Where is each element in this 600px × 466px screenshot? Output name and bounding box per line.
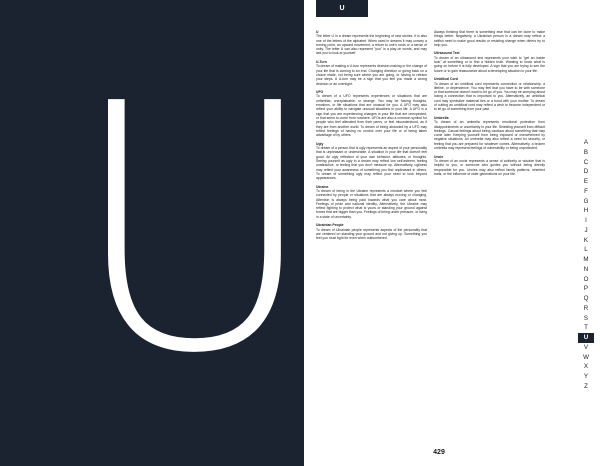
alphabet-letter-b: B (583, 148, 589, 156)
alphabet-letter-v: V (583, 343, 589, 351)
alphabet-letter-m: M (583, 256, 589, 263)
entry-body: To dream of being in the Ukraine represents a mindset where you feel connected by people or situations that are always moving or changing. Attention is always being paid towards what you care about most. Feelings of pride and national identity. Alternatively, the Ukraine may reflect fighting to protect what is yours or standing your ground against forces that are bigger than you. Feelings of being under pressure, or living in a state of uncertainty. (316, 188, 427, 219)
entry-title: Uncle (434, 154, 444, 159)
entry-body: To dream of making a U-turn represents decision-making or the change of your life that is coming to an end. Changing direction or going back on a choice made, not being sure where you are going, or having to retrace your steps. A U-turn may be a sign that you feel you made a wrong decision or an oversight. (316, 64, 427, 86)
alphabet-letter-a: A (583, 139, 589, 146)
alphabet-letter-s: S (583, 314, 589, 322)
text-column-1 (316, 30, 427, 455)
alphabet-letter-j: J (584, 226, 588, 234)
alphabet-letter-g: G (583, 197, 589, 205)
text-column-2 (434, 30, 545, 455)
alphabet-letter-x: X (583, 363, 589, 371)
entry-title: Ultrasound Test (434, 51, 460, 56)
dictionary-entry (316, 60, 427, 86)
dictionary-entry (434, 30, 545, 47)
entry-body: To dream of an ultrasound test represents your wish to "get an inside look" at something or to find a hidden truth. Wanting to know what is going on before it is fully developed. A sign that you are trying to see the future or to gain reassurance about a developing situation in your life. (434, 55, 545, 73)
alphabet-letter-k: K (583, 236, 589, 244)
entry-title: Ukrainian People (316, 223, 344, 228)
dictionary-entry (316, 223, 427, 240)
entry-title: UFO (316, 90, 324, 95)
entry-title: Umbrella (434, 115, 449, 120)
entry-body: Always thinking that there is something else that can be done to make things better. Negatively, a Ukrainian person in a dream may reflect a selfish need to make good results or resisting change when others try to help you. (434, 30, 545, 47)
entry-title: Ugly (316, 141, 324, 146)
entry-body: To dream of a UFO represents experiences or situations that are unfamiliar, unexplainable, or strange. You may be having thoughts, emotions, or life situations that are unusual for you. A UFO may also reflect your ability to navigate unusual situations in your life. A UFO is a sign that you are experiencing changes in your life that are unexpected, or that seem to come from nowhere. UFOs are also a common symbol for people who feel alienated from their peers, or feel misunderstood, as if they are from another world. To dream of being abducted by a UFO may reflect feelings of having no control over your life or of being taken advantage of by others. (316, 94, 427, 138)
page-number: 429 (433, 449, 445, 456)
dictionary-entry (434, 77, 545, 111)
alphabet-letter-h: H (583, 207, 589, 215)
dictionary-entry (316, 185, 427, 219)
alphabet-letter-c: C (583, 158, 589, 166)
entry-title: Ukraine (316, 184, 329, 189)
big-letter: U (70, 32, 315, 428)
alphabet-letter-n: N (583, 265, 589, 273)
alphabet-letter-t: T (584, 324, 588, 332)
entry-title: U (316, 30, 319, 34)
alphabet-letter-y: Y (583, 373, 589, 380)
alphabet-letter-l: L (584, 246, 588, 254)
dictionary-entry (434, 116, 545, 150)
entry-body: To dream of an umbilical cord represents connection or relationship, a lifeline, or dependence. You may feel that you have to be with someone or that someone doesn't want to let go of you. You may be worrying about losing a connection that is important to you. Alternatively, an umbilical cord may symbolize maternal ties or a bond with your mother. To dream of cutting an umbilical cord may reflect a wish to become independent or to let go of something from your past. (434, 81, 545, 112)
dictionary-entry (434, 51, 545, 72)
header-tab: U (316, 0, 368, 17)
entry-body: The letter U in a dream represents the beginning of new stories. It is also one of the letters of the alphabet. When used in dreams it may convey a turning point, an upward movement, a return to one's roots or a sense of unity. The letter U can also represent "you" in a play on words, and may ask you to look at yourself. (316, 34, 427, 56)
alphabet-letter-z: Z (584, 382, 588, 390)
alphabet-letter-q: Q (583, 295, 589, 302)
entry-body: To dream of an uncle represents a sense of authority or wisdom that is helpful to you, or someone who guides you without being directly responsible for you. Uncles may also reflect family patterns, inherited traits, or the influence of older generations on your life. (434, 158, 545, 176)
entry-body: To dream of Ukrainian people represents aspects of the personality that are centered on standing your ground and not giving up. Something you feel you must fight for even when outnumbered. (316, 227, 427, 241)
alphabet-letter-u: U (578, 333, 594, 343)
alphabet-letter-w: W (583, 353, 589, 361)
alphabet-letter-r: R (583, 304, 589, 312)
alphabet-letter-f: F (584, 187, 588, 195)
dictionary-entry (316, 142, 427, 181)
alphabet-index (578, 138, 594, 392)
dictionary-entry (316, 90, 427, 137)
dictionary-entry (316, 30, 427, 56)
entry-title: U-Turn (316, 60, 327, 65)
dictionary-entry (434, 155, 545, 176)
entry-body: To dream of a person that is ugly represents an aspect of your personality that is unpleasant or undesirable. A situation in your life that doesn't feel good. An ugly reflection of your own behavior, attitudes, or thoughts. Seeing yourself as ugly in a dream may reflect low self-esteem, feeling unattractive, or feeling that you don't measure up. Alternatively, ugliness may reflect your awareness of something you find unpleasant in others. To dream of something ugly may reflect your need to look beyond appearances. (316, 146, 427, 181)
alphabet-letter-o: O (583, 275, 589, 283)
alphabet-letter-e: E (583, 178, 589, 185)
entry-title: Umbilical Cord (434, 77, 458, 82)
alphabet-letter-i: I (585, 217, 587, 224)
alphabet-letter-d: D (583, 168, 589, 176)
entry-body: To dream of an umbrella represents emotional protection from disappointments or uncertainty in your life. Shielding yourself from difficult feelings. Casual feelings about being cautious about something that may come later. Keeping yourself from being exposed or overwhelmed by negative situations. An umbrella may also reflect a need for security, or feeling that you are prepared for whatever comes. Alternatively, a broken umbrella may represent feelings of vulnerability or being unprotected. (434, 120, 545, 151)
alphabet-letter-p: P (583, 285, 589, 293)
